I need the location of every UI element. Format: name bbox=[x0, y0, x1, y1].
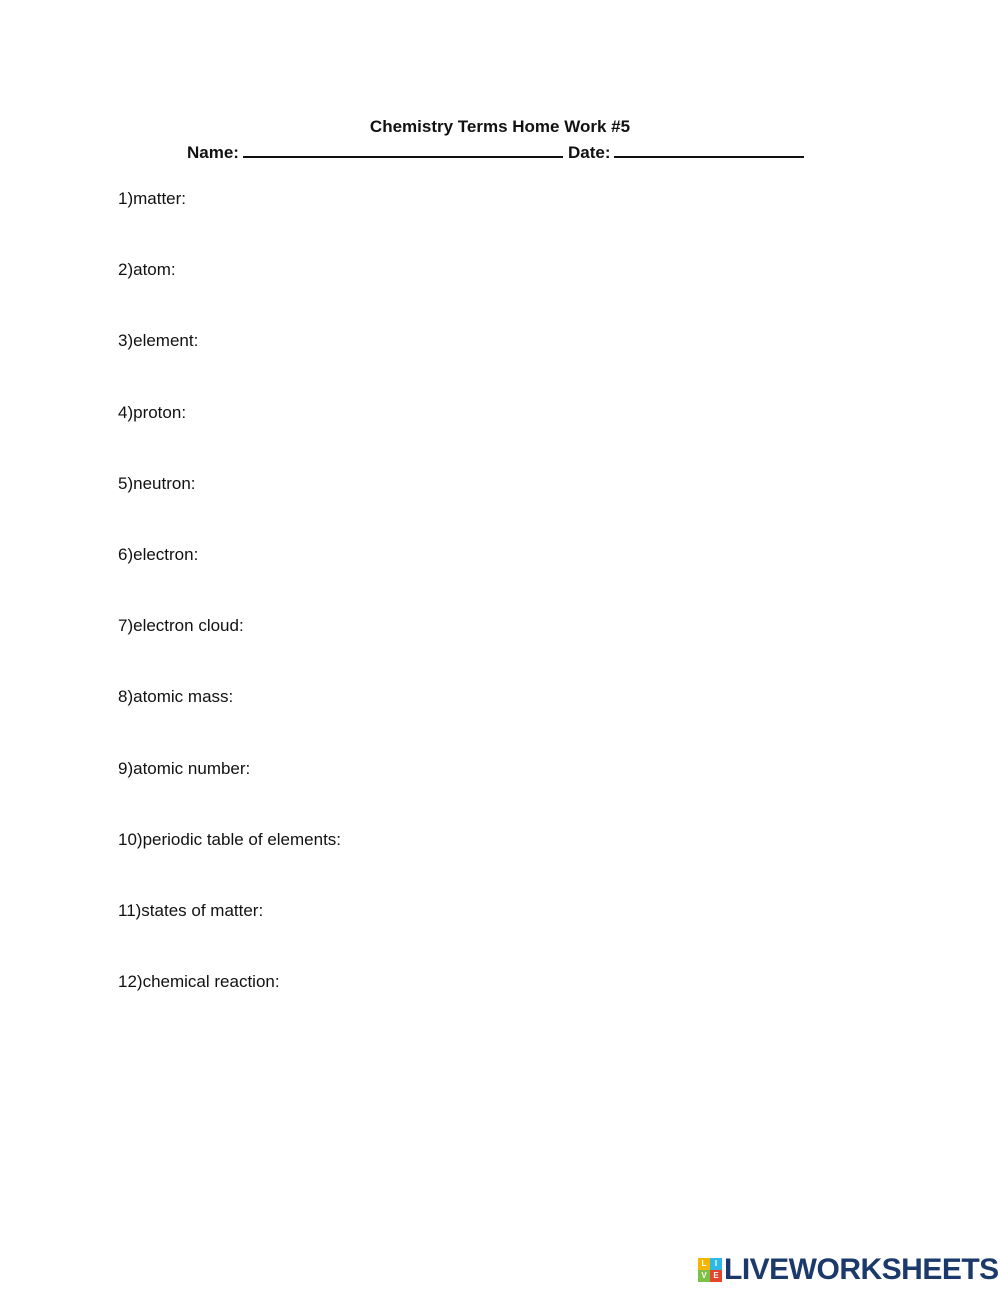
name-field[interactable] bbox=[243, 141, 563, 158]
logo-tile-i: I bbox=[710, 1258, 722, 1270]
brand-name: LIVEWORKSHEETS bbox=[724, 1253, 999, 1286]
logo-tile-l: L bbox=[698, 1258, 710, 1270]
terms-list bbox=[118, 188, 341, 1042]
date-field[interactable] bbox=[614, 141, 804, 158]
name-label: Name: bbox=[187, 143, 239, 162]
liveworksheets-brand bbox=[698, 1253, 999, 1286]
term-item: 7)electron cloud: bbox=[118, 616, 244, 636]
term-item: 8)atomic mass: bbox=[118, 687, 234, 707]
name-date-line bbox=[187, 141, 804, 163]
term-item: 11)states of matter: bbox=[118, 900, 264, 920]
date-label: Date: bbox=[567, 143, 611, 162]
term-item: 4)proton: bbox=[118, 402, 187, 422]
logo-tile-v: V bbox=[698, 1270, 710, 1282]
logo-tile-e: E bbox=[710, 1270, 722, 1282]
liveworksheets-logo-icon bbox=[698, 1258, 722, 1282]
term-item: 1)matter: bbox=[118, 189, 187, 208]
term-item: 9)atomic number: bbox=[118, 758, 251, 778]
worksheet-title: Chemistry Terms Home Work #5 bbox=[369, 117, 631, 136]
term-item: 3)element: bbox=[118, 331, 199, 351]
term-item: 12)chemical reaction: bbox=[118, 972, 280, 992]
term-item: 10)periodic table of elements: bbox=[118, 829, 342, 849]
term-item: 6)electron: bbox=[118, 544, 199, 564]
term-item: 5)neutron: bbox=[118, 473, 196, 493]
term-item: 2)atom: bbox=[118, 260, 176, 280]
